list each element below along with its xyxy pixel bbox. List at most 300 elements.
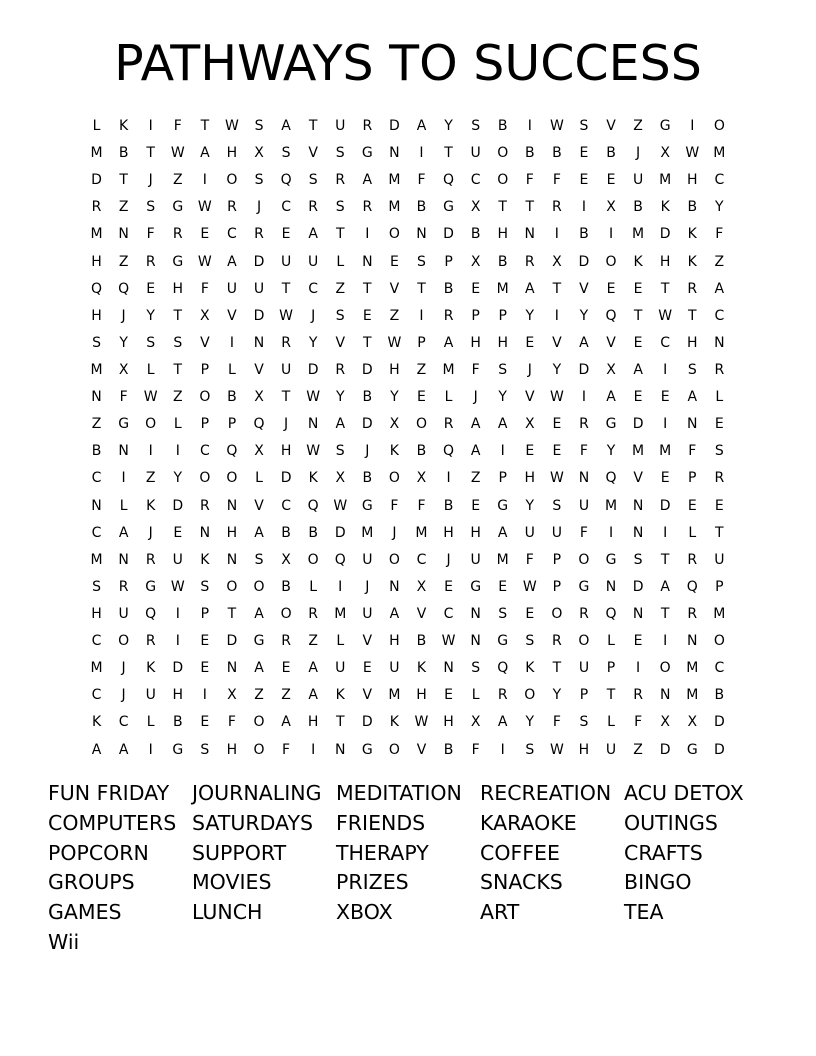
grid-letter: M [90,145,103,162]
grid-letter: F [552,714,561,731]
grid-letter: R [145,253,156,270]
grid-row [83,547,733,574]
grid-letter: Z [172,172,183,189]
grid-letter: U [308,253,319,270]
grid-letter: D [632,416,644,433]
grid-letter: D [659,497,671,514]
grid-letter: E [281,226,291,243]
grid-letter: O [280,605,292,622]
grid-letter: C [227,226,237,243]
grid-letter: T [281,389,291,406]
grid-letter: D [578,253,590,270]
grid-letter: S [92,334,101,351]
grid-letter: L [228,361,236,378]
grid-letter: O [713,633,725,650]
grid-letter: W [279,307,293,324]
word-list-item: FUN FRIDAY [48,781,170,805]
grid-letter: O [713,118,725,134]
grid-letter: D [361,361,373,378]
grid-letter: B [714,687,725,704]
grid-letter: Q [334,551,346,568]
grid-row [83,276,733,303]
grid-letter: N [226,497,238,514]
grid-letter: H [686,172,698,189]
grid-letter: U [389,660,400,677]
grid-letter: I [554,226,559,243]
grid-letter: S [525,633,535,650]
grid-letter: C [660,334,671,351]
grid-letter: E [362,307,372,324]
grid-letter: M [388,687,401,704]
grid-letter: E [660,470,670,487]
grid-letter: E [552,416,562,433]
grid-letter: B [497,253,508,270]
grid-letter: S [92,578,101,595]
grid-letter: R [281,633,291,650]
grid-letter: W [387,334,402,351]
grid-letter: E [579,145,589,162]
grid-letter: Q [605,470,617,487]
grid-letter: N [687,416,698,433]
grid-letter: I [500,741,505,758]
grid-letter: A [254,605,264,622]
grid-letter: J [392,524,397,541]
grid-letter: E [200,660,210,677]
grid-letter: U [524,524,535,541]
grid-letter: J [473,389,478,406]
grid-letter: C [118,714,129,731]
grid-letter: S [552,497,562,514]
grid-letter: Z [91,416,102,433]
grid-letter: A [335,416,346,433]
grid-letter: R [308,605,319,622]
grid-letter: A [118,524,129,541]
grid-letter: N [118,551,129,568]
grid-letter: S [471,660,481,677]
grid-letter: T [200,118,210,134]
grid-letter: I [148,443,153,460]
grid-letter: H [578,741,590,758]
grid-letter: E [362,660,372,677]
grid-letter: X [470,253,481,270]
grid-letter: O [253,578,265,595]
grid-letter: E [633,389,643,406]
grid-letter: V [362,633,373,650]
grid-letter: A [200,145,210,162]
grid-letter: S [254,118,264,134]
grid-letter: R [714,470,725,487]
grid-letter: E [660,389,670,406]
grid-letter: T [281,280,291,297]
grid-letter: M [632,226,645,243]
grid-row [83,221,733,248]
grid-letter: T [146,145,155,162]
grid-letter: F [282,741,291,758]
grid-letter: M [686,660,699,677]
grid-letter: B [416,443,427,460]
grid-letter: V [362,687,373,704]
grid-letter: Z [633,118,643,134]
grid-letter: L [255,470,263,487]
grid-letter: E [200,226,210,243]
grid-letter: O [578,551,590,568]
grid-letter: S [146,334,156,351]
grid-letter: I [311,741,316,758]
grid-row [83,682,733,709]
grid-letter: P [688,470,697,487]
grid-letter: X [416,578,427,595]
grid-letter: W [549,741,564,758]
grid-letter: N [416,226,427,243]
grid-letter: N [307,416,319,433]
grid-letter: Z [281,687,291,704]
grid-letter: G [172,741,184,758]
grid-letter: O [226,470,238,487]
grid-letter: V [227,307,237,324]
grid-letter: H [443,714,454,731]
grid-letter: J [365,443,370,460]
grid-letter: K [308,470,318,487]
grid-letter: X [254,443,264,460]
grid-letter: O [551,605,563,622]
grid-letter: K [119,118,129,134]
grid-letter: E [525,605,535,622]
word-list-item: COMPUTERS [48,810,177,835]
word-list-item: GAMES [48,900,122,925]
word-list-item: MEDITATION [336,781,462,805]
grid-letter: B [443,280,454,297]
grid-letter: B [687,199,698,216]
grid-letter: I [581,389,587,406]
grid-letter: O [145,416,157,433]
grid-row [83,628,733,655]
grid-letter: E [389,253,399,270]
grid-letter: U [578,497,590,514]
grid-letter: K [660,199,670,216]
grid-letter: C [91,687,102,704]
grid-letter: A [254,660,264,677]
grid-letter: V [579,280,589,297]
grid-letter: T [525,199,535,216]
word-list-item: Wii [48,929,80,954]
grid-letter: Z [118,199,129,216]
grid-letter: M [415,524,428,541]
grid-letter: B [633,199,643,216]
grid-letter: I [663,633,668,650]
grid-letter: O [253,714,265,731]
grid-letter: A [308,660,318,677]
grid-letter: X [335,470,346,487]
grid-letter: E [417,389,426,406]
grid-letter: O [307,551,319,568]
grid-letter: Z [470,470,481,487]
grid-letter: Z [633,741,643,758]
grid-row [83,167,733,194]
grid-letter: W [522,578,537,595]
grid-letter: B [281,524,291,541]
grid-letter: Q [497,660,509,677]
grid-letter: W [441,633,456,650]
word-list-item: OUTINGS [624,810,718,835]
word-list-item: PRIZES [336,870,409,895]
grid-letter: V [606,334,616,351]
grid-letter: O [226,578,238,595]
grid-letter: R [443,307,454,324]
grid-letter: F [417,172,426,189]
grid-letter: W [549,389,564,406]
grid-letter: W [658,307,673,324]
grid-letter: I [365,226,370,243]
grid-letter: D [443,226,454,243]
grid-letter: L [715,389,724,406]
grid-letter: D [389,118,400,134]
grid-letter: S [687,361,697,378]
grid-letter: G [361,497,373,514]
grid-letter: S [335,307,345,324]
grid-letter: U [714,551,725,568]
grid-letter: P [200,361,210,378]
grid-letter: D [361,416,373,433]
grid-letter: Q [118,280,130,297]
grid-letter: W [306,443,321,460]
grid-letter: I [175,605,180,622]
grid-letter: R [362,199,373,216]
grid-letter: V [389,280,400,297]
grid-row [83,655,733,682]
grid-letter: N [632,524,644,541]
grid-letter: B [416,633,427,650]
grid-letter: R [633,687,643,704]
grid-letter: Y [308,334,318,351]
grid-letter: D [253,253,265,270]
grid-letter: U [470,145,481,162]
grid-letter: T [633,307,643,324]
grid-letter: X [524,416,535,433]
grid-row [83,249,733,276]
grid-letter: W [170,145,185,162]
word-list-item: POPCORN [48,840,149,865]
grid-letter: Z [145,470,156,487]
grid-letter: S [579,118,589,134]
word-list-item: FRIENDS [336,810,426,835]
grid-letter: H [659,253,671,270]
grid-letter: R [579,416,589,433]
grid-letter: C [281,497,291,514]
grid-letter: J [636,145,641,162]
grid-letter: E [525,443,535,460]
grid-letter: H [416,687,427,704]
grid-letter: R [714,361,725,378]
grid-letter: J [121,687,126,704]
grid-letter: Q [686,578,698,595]
grid-letter: O [388,741,400,758]
grid-letter: X [660,145,670,162]
grid-letter: E [200,714,210,731]
grid-letter: U [280,361,292,378]
grid-letter: C [470,172,481,189]
grid-letter: M [90,361,103,378]
grid-letter: L [173,416,182,433]
grid-letter: F [525,551,534,568]
grid-letter: T [715,524,724,541]
grid-letter: Y [715,199,724,216]
grid-letter: Y [335,389,345,406]
grid-letter: U [253,280,265,297]
grid-letter: X [660,714,670,731]
grid-letter: B [227,389,237,406]
grid-letter: L [444,389,453,406]
grid-letter: B [579,226,589,243]
grid-row [83,465,733,492]
grid-letter: T [335,226,345,243]
grid-letter: S [335,199,345,216]
grid-letter: Y [606,443,616,460]
grid-letter: Z [335,280,346,297]
grid-letter: N [443,660,454,677]
word-list-item: TEA [624,900,664,925]
grid-letter: P [200,416,210,433]
grid-letter: R [335,172,346,189]
grid-letter: C [199,443,210,460]
grid-letter: N [470,633,481,650]
word-list-item: KARAOKE [480,810,577,835]
grid-row [83,384,733,411]
grid-letter: A [227,253,237,270]
grid-letter: K [525,660,535,677]
word-list-item: ART [480,900,520,925]
grid-letter: A [389,605,400,622]
grid-letter: N [118,443,129,460]
grid-letter: R [281,334,291,351]
grid-letter: Q [280,172,292,189]
grid-letter: I [663,524,668,541]
grid-letter: R [687,551,698,568]
grid-letter: E [444,687,453,704]
grid-letter: P [471,307,480,324]
grid-letter: M [388,199,401,216]
grid-letter: L [146,361,155,378]
grid-letter: D [659,741,671,758]
grid-letter: A [281,118,291,134]
grid-letter: T [660,551,670,568]
grid-letter: Q [226,443,238,460]
grid-letter: K [687,226,697,243]
grid-letter: Y [390,389,399,406]
grid-letter: R [91,199,102,216]
grid-letter: H [686,334,698,351]
grid-letter: C [443,605,454,622]
grid-letter: Z [389,307,400,324]
grid-letter: I [663,416,668,433]
grid-letter: M [388,172,401,189]
grid-letter: I [446,470,451,487]
grid-letter: X [227,687,237,704]
grid-letter: A [416,118,427,134]
grid-letter: O [497,145,509,162]
word-list-item: CRAFTS [624,840,703,865]
grid-letter: T [173,307,183,324]
grid-letter: L [688,524,697,541]
grid-letter: H [172,280,184,297]
grid-letter: N [605,578,617,595]
grid-letter: W [333,497,348,514]
grid-letter: C [714,660,725,677]
grid-letter: Y [444,118,453,134]
grid-letter: N [578,470,590,487]
grid-letter: U [362,551,373,568]
grid-letter: G [659,118,671,134]
grid-letter: C [91,633,102,650]
grid-letter: C [91,470,102,487]
grid-letter: H [470,524,481,541]
grid-letter: N [226,551,238,568]
grid-letter: Y [119,334,128,351]
grid-letter: R [308,199,319,216]
grid-letter: G [605,416,617,433]
grid-letter: E [633,280,643,297]
grid-letter: S [200,741,210,758]
grid-letter: I [527,118,532,134]
grid-letter: L [336,253,345,270]
grid-letter: H [307,714,319,731]
grid-letter: E [471,497,481,514]
grid-letter: D [713,741,725,758]
grid-letter: V [525,389,535,406]
grid-letter: S [714,443,724,460]
grid-letter: A [254,524,264,541]
grid-letter: M [659,172,672,189]
grid-letter: X [470,714,481,731]
grid-letter: M [442,361,455,378]
grid-letter: E [471,280,481,297]
grid-letter: F [552,172,561,189]
grid-letter: F [525,172,534,189]
grid-letter: A [470,416,481,433]
grid-letter: B [443,741,454,758]
grid-letter: Y [552,361,562,378]
grid-letter: R [172,226,183,243]
grid-letter: G [605,551,617,568]
grid-letter: G [470,578,482,595]
grid-letter: V [416,741,427,758]
grid-letter: F [579,524,588,541]
grid-letter: Y [146,307,155,324]
grid-letter: R [552,633,562,650]
grid-letter: R [145,633,156,650]
grid-letter: X [281,551,291,568]
grid-letter: H [470,334,481,351]
grid-letter: O [415,416,427,433]
grid-letter: M [604,497,618,514]
grid-letter: W [549,118,564,134]
grid-letter: C [714,172,725,189]
grid-letter: L [92,118,101,134]
grid-letter: I [690,118,695,134]
grid-letter: D [91,172,102,189]
grid-letter: W [685,145,700,162]
grid-letter: F [471,741,480,758]
grid-letter: A [470,443,481,460]
grid-letter: K [146,497,156,514]
grid-row [83,411,733,438]
grid-letter: K [389,714,399,731]
grid-letter: M [686,687,699,704]
grid-letter: T [363,280,372,297]
grid-letter: Y [525,714,535,731]
grid-letter: N [470,605,481,622]
grid-letter: F [119,389,128,406]
grid-letter: B [524,145,535,162]
